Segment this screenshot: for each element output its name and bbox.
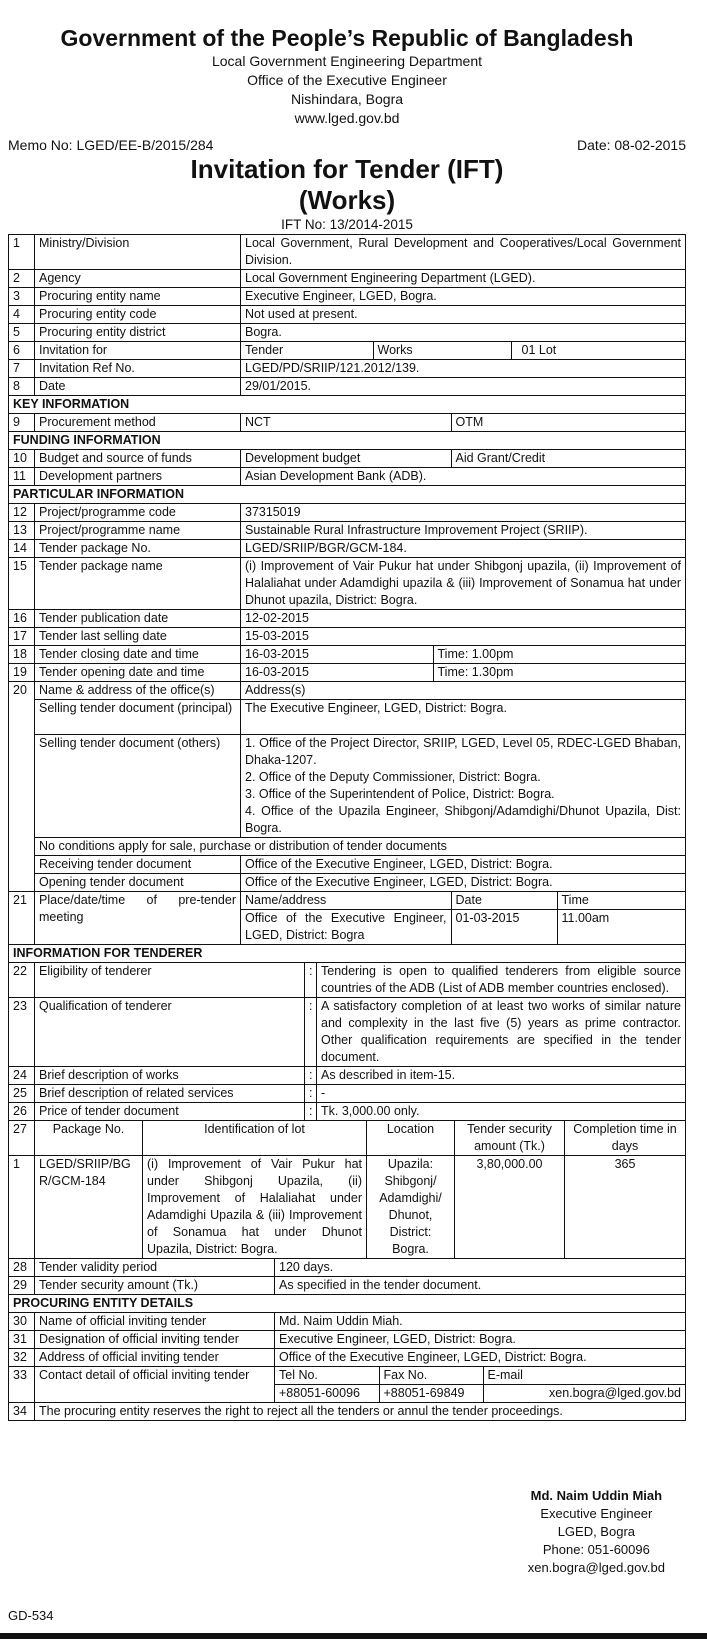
table-row (9, 306, 686, 324)
row-number: 10 (9, 450, 35, 468)
lot-location: Upazila: Shibgonj/ Adamdighi/ Dhunot, District: Bogra. (367, 1156, 455, 1259)
table-row (9, 414, 686, 432)
row-number: 31 (9, 1331, 35, 1349)
meeting-header-name: Name/address (241, 892, 451, 910)
contact-header-email: E-mail (483, 1367, 685, 1385)
table-row (9, 450, 686, 468)
row-number: 3 (9, 288, 35, 306)
row-value: The procuring entity reserves the right to reject all the tenders or annul the tender proceedings. (35, 1403, 686, 1421)
section-title: KEY INFORMATION (9, 396, 686, 414)
row-label: Contact detail of official inviting tender (35, 1367, 275, 1403)
table-row (9, 235, 686, 270)
row-value: Bogra. (241, 324, 686, 342)
row-label: Tender package No. (35, 540, 241, 558)
table-row (9, 468, 686, 486)
row-value: A satisfactory completion of at least two works of similar nature and complexity in the last five (5) years as prime contractor. Other qualification requirements are specified in the tender document. (317, 998, 686, 1067)
row-number: 21 (9, 892, 35, 945)
row-label: Brief description of works (35, 1067, 305, 1085)
table-row (9, 998, 686, 1067)
row-label: Tender publication date (35, 610, 241, 628)
row-value: (i) Improvement of Vair Pukur hat under Shibgonj upazila, (ii) Improvement of Halaliahat under Adamdighi upazila & (iii) Improvement of Sonamua hat under Dhunot upazila, District: Bogra. (241, 558, 686, 610)
budget-source: Development budget (241, 450, 451, 467)
table-row (9, 646, 686, 664)
row-label: Opening tender document (35, 874, 241, 892)
row-value: 12-02-2015 (241, 610, 686, 628)
table-row (9, 963, 686, 998)
document-code: GD-534 (8, 1608, 54, 1623)
section-heading (9, 432, 686, 450)
row-value: Office of the Executive Engineer, LGED, District: Bogra. (241, 874, 686, 892)
row-number: 32 (9, 1349, 35, 1367)
table-row (9, 1103, 686, 1121)
fund-type: Aid Grant/Credit (455, 451, 546, 465)
row-label: Project/programme code (35, 504, 241, 522)
section-heading (9, 1295, 686, 1313)
memo-row (8, 136, 686, 154)
row-label: Procurement method (35, 414, 241, 432)
meeting-time: 11.00am (561, 911, 610, 925)
row-value (275, 1367, 686, 1403)
procurement-type: OTM (455, 415, 484, 429)
row-number: 19 (9, 664, 35, 682)
lot-header (9, 1121, 686, 1156)
row-label: Receiving tender document (35, 856, 241, 874)
procurement-method: NCT (241, 414, 451, 431)
office: Office of the Executive Engineer (247, 72, 447, 88)
row-number: 29 (9, 1277, 35, 1295)
lot-security: 3,80,000.00 (455, 1156, 565, 1259)
separator: : (305, 1085, 317, 1103)
row-value: Tk. 3,000.00 only. (317, 1103, 686, 1121)
table-row (9, 522, 686, 540)
row-number: 22 (9, 963, 35, 998)
row-value (241, 892, 686, 945)
table-row (9, 1403, 686, 1421)
table-row (9, 856, 686, 874)
row-number: 25 (9, 1085, 35, 1103)
row-number: 34 (9, 1403, 35, 1421)
row-number: 2 (9, 270, 35, 288)
contact-tel: +88051-60096 (275, 1385, 379, 1403)
row-value (241, 342, 686, 360)
row-value: The Executive Engineer, LGED, District: Bogra. (241, 700, 686, 735)
table-row (9, 558, 686, 610)
separator: : (305, 1103, 317, 1121)
row-value: As specified in the tender document. (275, 1277, 686, 1295)
table-row (9, 1277, 686, 1295)
row-label: Tender opening date and time (35, 664, 241, 682)
row-label: Name & address of the office(s) (35, 682, 241, 700)
signatory-phone: Phone: 051-60096 (542, 1542, 650, 1557)
row-number: 26 (9, 1103, 35, 1121)
row-label: Qualification of tenderer (35, 998, 305, 1067)
section-heading (9, 396, 686, 414)
row-value: Sustainable Rural Infrastructure Improvement Project (SRIIP). (241, 522, 686, 540)
section-title: INFORMATION FOR TENDERER (9, 945, 686, 963)
row-value: - (317, 1085, 686, 1103)
table-row (9, 610, 686, 628)
tenderer-table (8, 944, 686, 1121)
sale-office-3: 3. Office of the Superintendent of Police, District: Bogra. (245, 787, 555, 801)
row-number: 17 (9, 628, 35, 646)
row-number: 27 (9, 1121, 35, 1156)
row-number: 8 (9, 378, 35, 396)
table-row (9, 1067, 686, 1085)
sale-office-1: 1. Office of the Project Director, SRIIP, LGED, Level 05, RDEC-LGED Bhaban, Dhaka-1207. (245, 736, 681, 767)
website: www.lged.gov.bd (294, 110, 400, 126)
lot-row (9, 1156, 686, 1259)
table-row (9, 874, 686, 892)
row-number: 30 (9, 1313, 35, 1331)
row-number: 28 (9, 1259, 35, 1277)
opening-time: Time: 1.30pm (437, 665, 514, 679)
row-number: 11 (9, 468, 35, 486)
table-row (9, 324, 686, 342)
table-row (9, 892, 686, 945)
row-label: Tender security amount (Tk.) (35, 1277, 275, 1295)
table-row (9, 288, 686, 306)
section-heading (9, 486, 686, 504)
row-label: Procuring entity name (35, 288, 241, 306)
signatory-name: Md. Naim Uddin Miah (530, 1488, 663, 1503)
row-number: 12 (9, 504, 35, 522)
row-value: Executive Engineer, LGED, Bogra. (241, 288, 686, 306)
meeting-header-time: Time (557, 892, 685, 910)
row-label: Name of official inviting tender (35, 1313, 275, 1331)
row-label: Brief description of related services (35, 1085, 305, 1103)
lot-number: 1 (9, 1156, 35, 1259)
row-value: As described in item-15. (317, 1067, 686, 1085)
table-row (9, 1331, 686, 1349)
row-value (241, 414, 686, 432)
row-number: 16 (9, 610, 35, 628)
row-value (241, 646, 686, 664)
meeting-date: 01-03-2015 (451, 910, 557, 945)
closing-time: Time: 1.00pm (437, 647, 514, 661)
meeting-place: Office of the Executive Engineer, LGED, District: Bogra (241, 910, 451, 945)
row-number: 33 (9, 1367, 35, 1403)
contact-header-fax: Fax No. (379, 1367, 483, 1385)
row-value: Not used at present. (241, 306, 686, 324)
table-row (9, 682, 686, 700)
row-number: 9 (9, 414, 35, 432)
row-label: Place/date/time of pre-tender meeting (35, 892, 241, 945)
row-note: No conditions apply for sale, purchase or distribution of tender documents (35, 838, 686, 856)
row-value: 15-03-2015 (241, 628, 686, 646)
row-label: Procuring entity district (35, 324, 241, 342)
header-package: Package No. (35, 1121, 143, 1156)
row-number: 18 (9, 646, 35, 664)
row-value: LGED/PD/SRIIP/121.2012/139. (241, 360, 686, 378)
lot-completion: 365 (565, 1156, 686, 1259)
row-label: Selling tender document (others) (35, 735, 241, 838)
row-label: Date (35, 378, 241, 396)
document (8, 0, 686, 1421)
closing-date: 16-03-2015 (241, 646, 433, 663)
signatory-title: Executive Engineer (540, 1506, 653, 1521)
table-row (9, 1259, 686, 1277)
invitation-category: Works (373, 342, 511, 359)
memo-number: Memo No: LGED/EE-B/2015/284 (8, 137, 214, 153)
row-number: 14 (9, 540, 35, 558)
section-title: PROCURING ENTITY DETAILS (9, 1295, 686, 1313)
page-title: Invitation for Tender (IFT) (190, 154, 504, 184)
bottom-rule (0, 1633, 707, 1639)
separator: : (305, 1067, 317, 1085)
sale-office-2: 2. Office of the Deputy Commissioner, District: Bogra. (245, 770, 541, 784)
table-row (9, 1085, 686, 1103)
table-row (9, 664, 686, 682)
table-row (9, 1349, 686, 1367)
row-label: Tender last selling date (35, 628, 241, 646)
details-table (8, 1258, 686, 1421)
section-heading (9, 945, 686, 963)
signatory-email: xen.bogra@lged.gov.bd (527, 1560, 665, 1575)
invitation-lots: 01 Lot (521, 343, 557, 357)
row-value: Tendering is open to qualified tenderers from eligible source countries of the ADB (List of ADB member countries enclosed). (317, 963, 686, 998)
row-label: Tender validity period (35, 1259, 275, 1277)
separator: : (305, 998, 317, 1067)
row-label: Address of official inviting tender (35, 1349, 275, 1367)
row-value: LGED/SRIIP/BGR/GCM-184. (241, 540, 686, 558)
row-label: Development partners (35, 468, 241, 486)
row-number: 24 (9, 1067, 35, 1085)
row-value: 120 days. (275, 1259, 686, 1277)
row-label: Designation of official inviting tender (35, 1331, 275, 1349)
government-title: Government of the People’s Republic of Bangladesh (60, 25, 634, 51)
row-value: 29/01/2015. (241, 378, 686, 396)
row-value: Address(s) (241, 682, 686, 700)
table-row (9, 735, 686, 838)
row-value (241, 664, 686, 682)
table-row (9, 504, 686, 522)
table-row (9, 700, 686, 735)
header-location: Location (367, 1121, 455, 1156)
table-row (9, 360, 686, 378)
sale-office-4: 4. Office of the Upazila Engineer, Shibgonj/Adamdighi/Dhunot Upazila, Dist: Bogra. (245, 804, 681, 835)
header-security: Tender security amount (Tk.) (455, 1121, 565, 1156)
contact-email: xen.bogra@lged.gov.bd (549, 1386, 681, 1400)
row-label: Procuring entity code (35, 306, 241, 324)
invitation-type: Tender (241, 342, 373, 359)
table-row (9, 270, 686, 288)
row-value: Local Government, Rural Development and Cooperatives/Local Government Division. (241, 235, 686, 270)
row-label: Project/programme name (35, 522, 241, 540)
page-subtitle: (Works) (298, 185, 396, 215)
table-row (9, 1313, 686, 1331)
row-label: Tender closing date and time (35, 646, 241, 664)
table-row (9, 378, 686, 396)
row-value: Local Government Engineering Department (LGED). (241, 270, 686, 288)
row-value (241, 450, 686, 468)
row-label: Agency (35, 270, 241, 288)
section-title: PARTICULAR INFORMATION (9, 486, 686, 504)
row-label: Budget and source of funds (35, 450, 241, 468)
row-value: Office of the Executive Engineer, LGED, District: Bogra. (241, 856, 686, 874)
table-row (9, 342, 686, 360)
table-row (9, 628, 686, 646)
separator: : (305, 963, 317, 998)
header-completion: Completion time in days (565, 1121, 686, 1156)
row-value (241, 735, 686, 838)
contact-fax: +88051-69849 (379, 1385, 483, 1403)
memo-date: Date: 08-02-2015 (577, 137, 686, 153)
office-location: Nishindara, Bogra (290, 91, 404, 107)
row-label: Selling tender document (principal) (35, 700, 241, 735)
ift-number: IFT No: 13/2014-2015 (281, 217, 413, 232)
row-number: 5 (9, 324, 35, 342)
row-label: Tender package name (35, 558, 241, 610)
row-value: Asian Development Bank (ADB). (241, 468, 686, 486)
row-number: 20 (9, 682, 35, 892)
table-row (9, 540, 686, 558)
row-value: 37315019 (241, 504, 686, 522)
row-value: Md. Naim Uddin Miah. (275, 1313, 686, 1331)
row-label: Invitation Ref No. (35, 360, 241, 378)
row-label: Price of tender document (35, 1103, 305, 1121)
lot-package: LGED/SRIIP/BGR/GCM-184 (35, 1156, 143, 1259)
department: Local Government Engineering Department (211, 53, 483, 69)
row-value: Executive Engineer, LGED, District: Bogra. (275, 1331, 686, 1349)
row-label: Invitation for (35, 342, 241, 360)
section-title: FUNDING INFORMATION (9, 432, 686, 450)
row-value: Office of the Executive Engineer, LGED, District: Bogra. (275, 1349, 686, 1367)
signature-block (528, 1487, 665, 1577)
header-identification: Identification of lot (143, 1121, 367, 1156)
signatory-org: LGED, Bogra (557, 1524, 636, 1539)
lot-table (8, 1120, 686, 1259)
row-number: 23 (9, 998, 35, 1067)
row-number: 7 (9, 360, 35, 378)
lot-identification: (i) Improvement of Vair Pukur hat under Shibgonj Upazila, (ii) Improvement of Halaliahat under Adamdighi Upazila & (iii) Improvement of Sonamua hat under Dhunot Upazila, District: Bogra. (143, 1156, 367, 1259)
row-number: 1 (9, 235, 35, 270)
row-number: 6 (9, 342, 35, 360)
contact-header-tel: Tel No. (275, 1367, 379, 1385)
opening-date: 16-03-2015 (241, 664, 433, 681)
meeting-header-date: Date (451, 892, 557, 910)
row-number: 4 (9, 306, 35, 324)
table-row (9, 1367, 686, 1403)
tender-table (8, 234, 686, 945)
row-label: Eligibility of tenderer (35, 963, 305, 998)
table-row (9, 838, 686, 856)
row-number: 15 (9, 558, 35, 610)
row-label: Ministry/Division (35, 235, 241, 270)
row-number: 13 (9, 522, 35, 540)
